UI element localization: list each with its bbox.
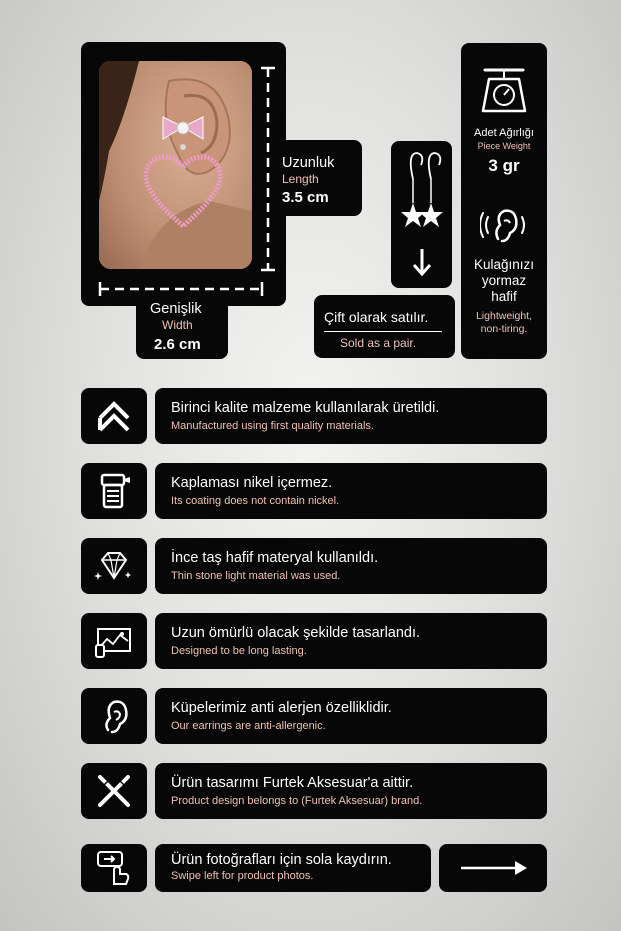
feature-text-box xyxy=(155,763,547,819)
feature-text-box xyxy=(155,463,547,519)
feature-text-en: Product design belongs to (Furtek Aksesuar) brand. xyxy=(171,795,423,807)
weight-label-en: Piece Weight xyxy=(477,141,531,151)
product-photo[interactable] xyxy=(99,61,252,269)
feature-row-design xyxy=(81,763,547,819)
feature-text-tr: Kaplaması nikel içermez. xyxy=(171,475,333,491)
feature-text-tr: Ürün fotoğrafları için sola kaydırın. xyxy=(171,852,392,868)
width-label-en: Width xyxy=(162,318,193,332)
feature-text-en: Our earrings are anti-allergenic. xyxy=(171,720,326,732)
pair-label-en: Sold as a pair. xyxy=(340,336,417,350)
weight-value: 3 gr xyxy=(488,156,520,175)
diamond-icon xyxy=(94,546,134,586)
comfort-line3-tr: hafif xyxy=(491,289,517,304)
feature-icon-box xyxy=(81,388,147,444)
length-value: 3.5 cm xyxy=(282,189,329,206)
pair-label-tr: Çift olarak satılır. xyxy=(324,309,429,325)
weight-label-tr: Adet Ağırlığı xyxy=(474,127,534,139)
feature-text-en: Thin stone light material was used. xyxy=(171,570,341,582)
design-tools-icon xyxy=(94,771,134,811)
width-label-tr: Genişlik xyxy=(150,301,202,317)
comfort-ear-icon xyxy=(480,205,528,247)
comfort-line2-tr: yormaz xyxy=(481,273,527,288)
feature-row-durability xyxy=(81,613,547,669)
pair-divider xyxy=(324,331,442,332)
feature-row-quality xyxy=(81,388,547,444)
feature-icon-box xyxy=(81,613,147,669)
feature-icon-box xyxy=(81,538,147,594)
comfort-line1-tr: Kulağınızı xyxy=(473,257,535,272)
width-value: 2.6 cm xyxy=(154,336,201,353)
comfort-line2-en: non-tiring. xyxy=(480,323,528,335)
pair-info-box xyxy=(314,295,455,358)
feature-text-box xyxy=(155,538,547,594)
feature-text-en: Its coating does not contain nickel. xyxy=(171,495,340,507)
pair-icon-box xyxy=(391,141,452,288)
feature-text-box xyxy=(155,388,547,444)
feature-row-anti-allergen xyxy=(81,688,547,744)
comfort-line1-en: Lightweight, xyxy=(475,310,533,322)
feature-text-box xyxy=(155,613,547,669)
feature-text-en: Swipe left for product photos. xyxy=(171,870,314,882)
feature-text-en: Designed to be long lasting. xyxy=(171,645,307,657)
feature-text-tr: Küpelerimiz anti alerjen özelliklidir. xyxy=(171,700,392,716)
swipe-arrow-button[interactable] xyxy=(439,844,547,892)
swipe-icon xyxy=(94,848,134,888)
feature-text-box xyxy=(155,844,431,892)
feature-icon-box xyxy=(81,463,147,519)
feature-icon-box xyxy=(81,688,147,744)
feature-text-en: Manufactured using first quality materials. xyxy=(171,420,374,432)
feature-row-stone xyxy=(81,538,547,594)
feature-text-tr: Uzun ömürlü olacak şekilde tasarlandı. xyxy=(171,625,421,641)
width-box xyxy=(136,296,228,359)
length-label-en: Length xyxy=(282,172,319,186)
length-box xyxy=(270,140,362,216)
earring-pair-icon xyxy=(399,149,445,239)
length-label-tr: Uzunluk xyxy=(282,155,335,171)
arrow-right-icon xyxy=(459,858,529,878)
feature-text-tr: Birinci kalite malzeme kullanılarak üretildi. xyxy=(171,400,440,416)
arrow-down-icon xyxy=(411,247,433,277)
weight-comfort-box xyxy=(461,43,547,359)
coating-icon xyxy=(94,471,134,511)
quality-icon xyxy=(94,396,134,436)
earring-illustration xyxy=(99,61,252,269)
feature-text-tr: Ürün tasarımı Furtek Aksesuar'a aittir. xyxy=(171,775,414,791)
scale-icon xyxy=(479,65,529,115)
durability-icon xyxy=(94,621,134,661)
ear-icon xyxy=(94,696,134,736)
feature-icon-box xyxy=(81,763,147,819)
feature-text-tr: İnce taş hafif materyal kullanıldı. xyxy=(171,550,379,566)
feature-text-box xyxy=(155,688,547,744)
feature-icon-box xyxy=(81,844,147,892)
feature-row-coating xyxy=(81,463,547,519)
